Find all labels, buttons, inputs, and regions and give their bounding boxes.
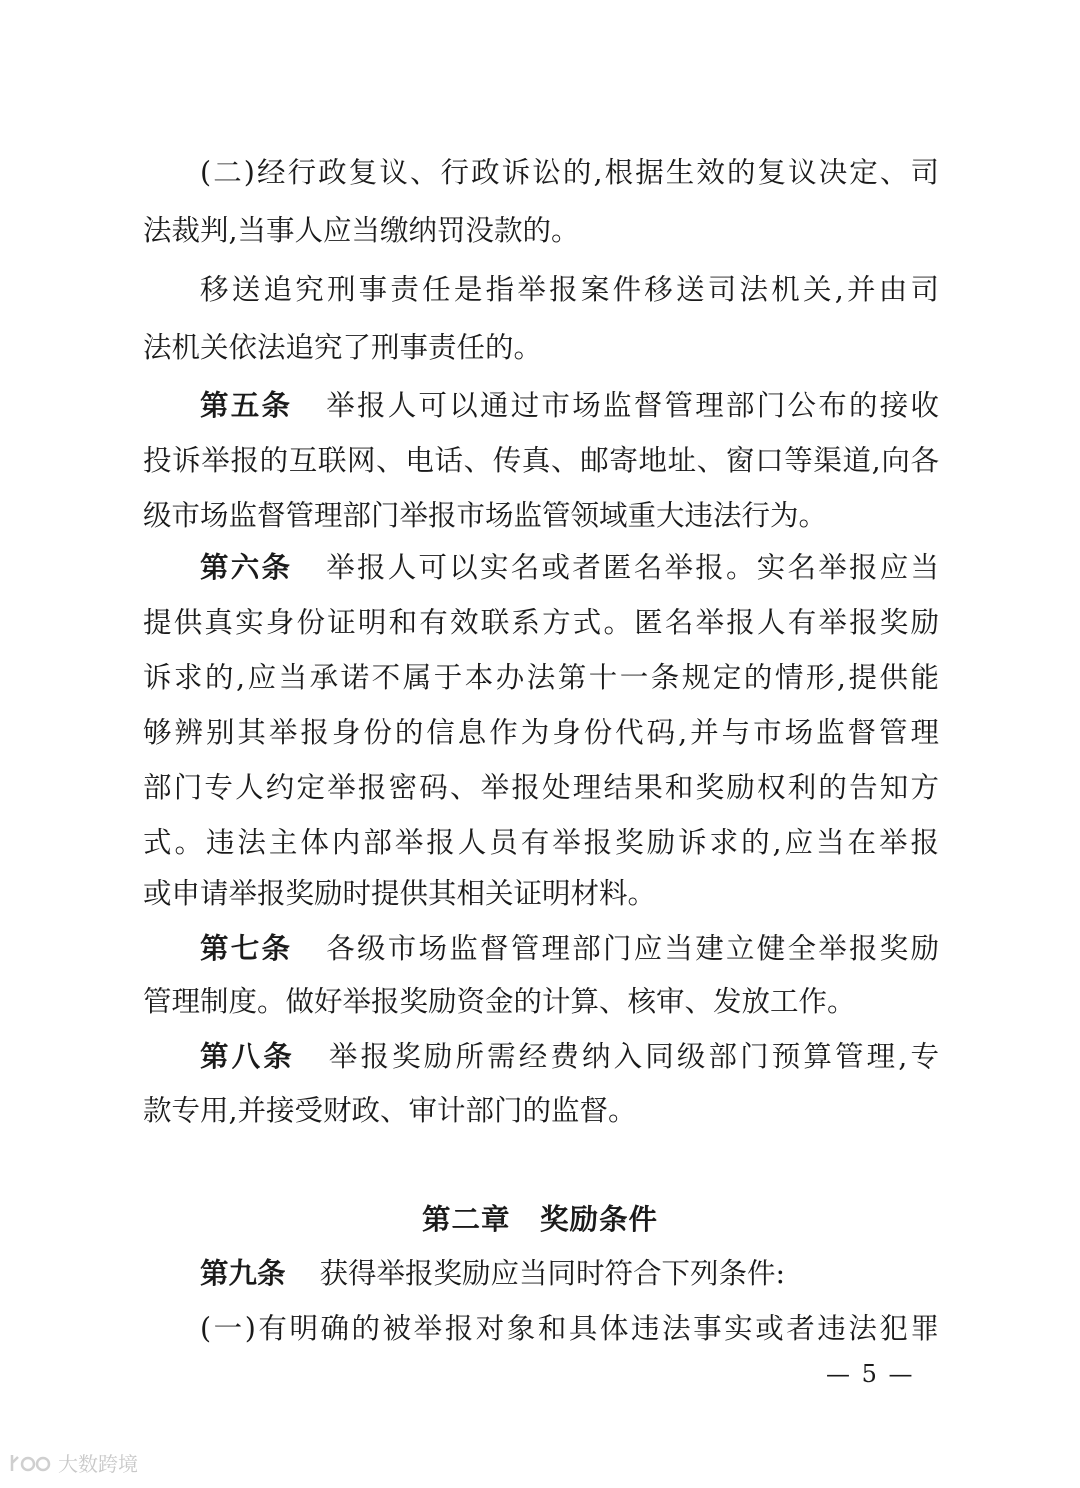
text-line: 款专用,并接受财政、审计部门的监督。	[143, 1094, 637, 1127]
article-8-line-1	[200, 1037, 939, 1077]
article-5-line-1	[200, 386, 939, 426]
watermark-logo-icon	[8, 1451, 54, 1475]
text-line: 提供真实身份证明和有效联系方式。匿名举报人有举报奖励	[143, 606, 939, 639]
text-line: 获得举报奖励应当同时符合下列条件:	[319, 1257, 786, 1290]
watermark	[8, 1448, 138, 1477]
article-9-line-1	[200, 1254, 785, 1294]
chapter-title: 第二章 奖励条件	[421, 1203, 658, 1236]
article-heading: 第八条	[200, 1040, 295, 1073]
text-line: 各级市场监督管理部门应当建立健全举报奖励	[326, 932, 939, 965]
article-heading: 第九条	[200, 1257, 286, 1290]
text-line: 投诉举报的互联网、电话、传真、邮寄地址、窗口等渠道,向各	[143, 444, 939, 477]
text-line: (二)经行政复议、行政诉讼的,根据生效的复议决定、司	[200, 156, 939, 189]
article-heading: 第五条	[200, 389, 293, 422]
page-number: — 5 —	[826, 1360, 915, 1388]
article-6-line-1	[200, 548, 939, 588]
text-line: 移送追究刑事责任是指举报案件移送司法机关,并由司	[200, 273, 939, 306]
text-line: 式。违法主体内部举报人员有举报奖励诉求的,应当在举报	[143, 826, 939, 859]
text-line: 举报人可以实名或者匿名举报。实名举报应当	[326, 551, 939, 584]
text-line: 法机关依法追究了刑事责任的。	[143, 331, 543, 364]
text-line: 级市场监督管理部门举报市场监管领域重大违法行为。	[143, 499, 828, 532]
text-line: 够辨别其举报身份的信息作为身份代码,并与市场监督管理	[143, 716, 939, 749]
text-line: 或申请举报奖励时提供其相关证明材料。	[143, 877, 657, 910]
text-line: 举报人可以通过市场监督管理部门公布的接收	[326, 389, 939, 422]
text-line: 诉求的,应当承诺不属于本办法第十一条规定的情形,提供能	[143, 661, 939, 694]
text-line: (一)有明确的被举报对象和具体违法事实或者违法犯罪	[200, 1312, 939, 1345]
article-heading: 第六条	[200, 551, 293, 584]
article-7-line-1	[200, 929, 939, 969]
article-heading: 第七条	[200, 932, 293, 965]
text-line: 法裁判,当事人应当缴纳罚没款的。	[143, 214, 580, 247]
text-line: 部门专人约定举报密码、举报处理结果和奖励权利的告知方	[143, 771, 939, 804]
watermark-text: 大数跨境	[58, 1452, 138, 1476]
text-line: 管理制度。做好举报奖励资金的计算、核审、发放工作。	[143, 985, 856, 1018]
text-line: 举报奖励所需经费纳入同级部门预算管理,专	[328, 1040, 939, 1073]
